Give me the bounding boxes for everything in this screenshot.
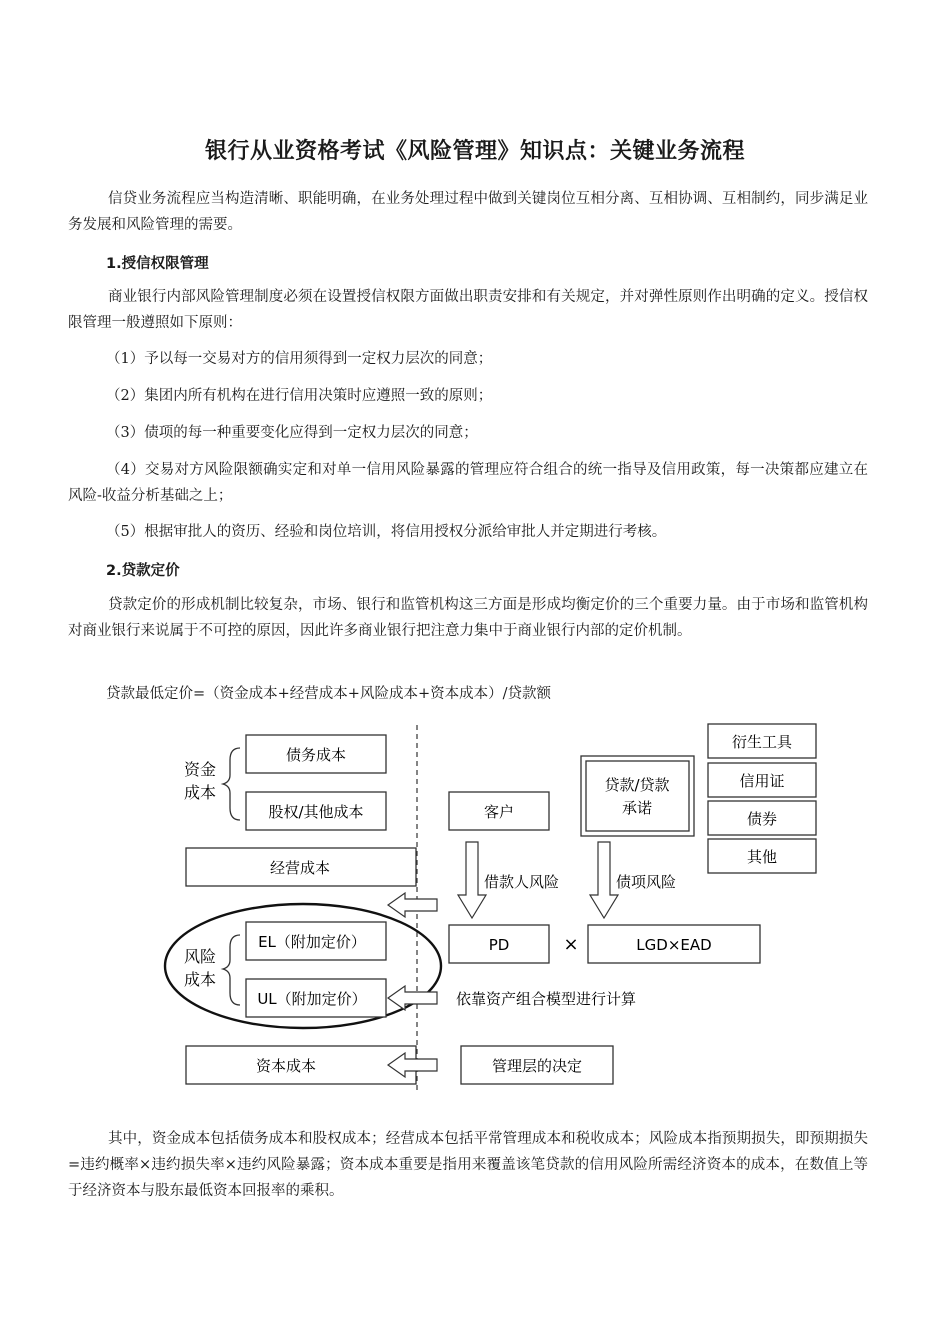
loan-commitment-inner — [586, 761, 689, 831]
letter-of-credit-text: 信用证 — [739, 772, 785, 790]
customer-text: 客户 — [483, 803, 515, 821]
risk-brace — [223, 935, 240, 1005]
pd-text: PD — [488, 936, 510, 954]
loan-commitment-text-1: 贷款/贷款 — [604, 776, 670, 794]
times-sign: × — [563, 934, 579, 955]
credit-authority-paragraph: 商业银行内部风险管理制度必须在设置授信权限方面做出职责安排和有关规定，并对弹性原则作出明确的定义。授信权限管理一般遵照如下原则： — [68, 289, 868, 331]
section-heading-loan-pricing: 2.贷款定价 — [106, 563, 180, 579]
borrower-risk-text: 借款人风险 — [484, 873, 560, 891]
portfolio-model-text: 依靠资产组合模型进行计算 — [456, 990, 637, 1008]
principle-item-4: （4）交易对方风险限额确实定和对单一信用风险暴露的管理应符合组合的统一指导及信用政策，每一决策都应建立在风险-收益分析基础之上； — [68, 462, 868, 504]
risk-cost-label-1: 风险 — [183, 947, 217, 966]
principle-item-2: （2）集团内所有机构在进行信用决策时应遵照一致的原则； — [106, 388, 493, 404]
risk-cost-label-2: 成本 — [183, 970, 217, 989]
ul-text: UL（附加定价） — [257, 990, 367, 1008]
arrow-facility-risk — [590, 842, 618, 918]
principle-item-5: （5）根据审批人的资历、经验和岗位培训，将信用授权分派给审批人并定期进行考核。 — [106, 524, 667, 540]
funding-brace — [223, 748, 240, 820]
pricing-formula: 贷款最低定价=（资金成本+经营成本+风险成本+资本成本）/贷款额 — [106, 686, 551, 702]
bonds-text: 债券 — [746, 810, 778, 828]
management-decision-text: 管理层的决定 — [491, 1057, 583, 1075]
page-title: 银行从业资格考试《风险管理》知识点：关键业务流程 — [204, 139, 745, 164]
capital-cost-text: 资本成本 — [255, 1057, 317, 1075]
intro-paragraph: 信贷业务流程应当构造清晰、职能明确，在业务处理过程中做到关键岗位互相分离、互相协调、互相制约，同步满足业务发展和风险管理的需要。 — [68, 191, 868, 233]
others-text: 其他 — [746, 848, 778, 866]
principle-item-3: （3）债项的每一种重要变化应得到一定权力层次的同意； — [106, 425, 478, 441]
derivatives-text: 衍生工具 — [731, 733, 793, 751]
arrow-to-el — [388, 893, 437, 917]
loan-commitment-text-2: 承诺 — [621, 799, 653, 817]
facility-risk-text: 债项风险 — [616, 873, 677, 891]
closing-paragraph: 其中，资金成本包括债务成本和股权成本；经营成本包括平常管理成本和税收成本；风险成本指预期损失，即预期损失=违约概率×违约损失率×违约风险暴露；资本成本重要是指用来覆盖该笔贷款的信用风险所需经济资本的成本，在数值上等于经济资本与股东最低资本回报率的乘积。 — [68, 1131, 868, 1199]
arrow-borrower-risk — [458, 842, 486, 918]
el-text: EL（附加定价） — [258, 933, 366, 951]
funding-cost-label-2: 成本 — [183, 783, 217, 802]
operating-cost-text: 经营成本 — [269, 859, 331, 877]
equity-cost-text: 股权/其他成本 — [268, 803, 364, 821]
loan-pricing-paragraph: 贷款定价的形成机制比较复杂，市场、银行和监管机构这三方面是形成均衡定价的三个重要力量。由于市场和监管机构对商业银行来说属于不可控的原因，因此许多商业银行把注意力集中于商业银行内部的定价机制。 — [68, 597, 868, 639]
debt-cost-text: 债务成本 — [285, 746, 347, 764]
section-heading-credit-authority: 1.授信权限管理 — [106, 256, 209, 272]
funding-cost-label-1: 资金 — [183, 760, 217, 779]
principle-item-1: （1）予以每一交易对方的信用须得到一定权力层次的同意； — [106, 351, 493, 367]
lgd-ead-text: LGD×EAD — [636, 936, 712, 954]
